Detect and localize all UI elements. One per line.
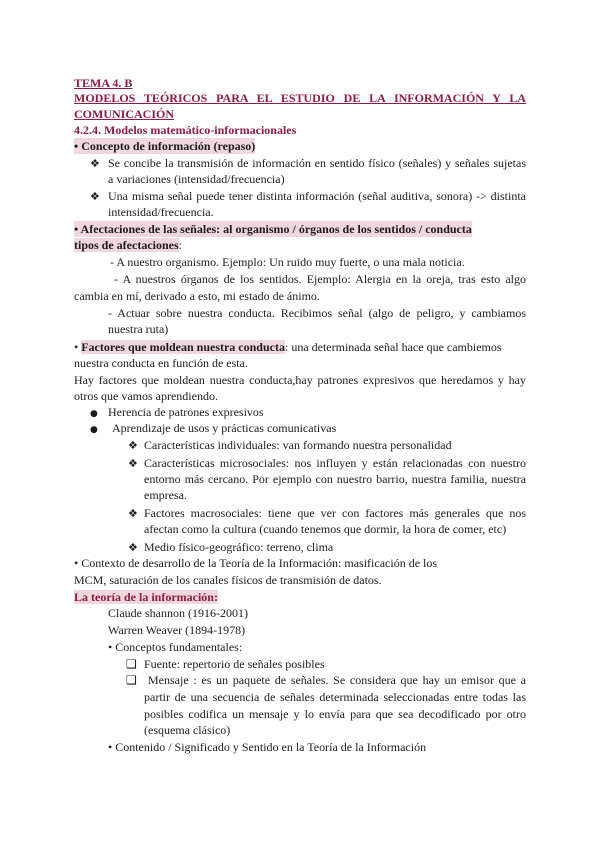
contenido-significado: • Contenido / Significado y Sentido en la Teoría de la Información xyxy=(108,740,427,754)
contexto-line-2: MCM, saturación de los canales físicos de transmisión de datos. xyxy=(74,573,382,587)
diamond-bullet-icon: ❖ xyxy=(128,507,138,520)
conceptos-fundamentales: • Conceptos fundamentales: xyxy=(108,640,243,654)
factores-sub-item-2-line-3: empresa. xyxy=(144,488,187,502)
concepto-fuente: Fuente: repertorio de señales posibles xyxy=(144,657,325,671)
dot-bullet-icon: ● xyxy=(90,409,98,419)
factores-paragraph-line-1: Hay factores que moldean nuestra conducta,hay patrones expresivos que heredamos y hay xyxy=(74,373,526,387)
factores-sub-item-1: Características individuales: van formando nuestra personalidad xyxy=(144,438,452,452)
factores-sub-item-2-line-2: entorno más cercano. Por ejemplo con nuestro barrio, nuestra familia, nuestra xyxy=(144,472,526,486)
afectacion-item-3-line-2: nuestra ruta) xyxy=(108,322,169,336)
factores-heading: • Factores que moldean nuestra conducta: una determinada señal hace que cambiemos xyxy=(74,340,502,354)
contexto-line-1: • Contexto de desarrollo de la Teoría de la Información: masificación de los xyxy=(74,556,438,570)
author-weaver: Warren Weaver (1894-1978) xyxy=(108,623,246,637)
diamond-bullet-icon: ❖ xyxy=(128,541,138,554)
section-heading: 4.2.4. Modelos matemático-informacionales xyxy=(74,123,297,137)
tema-label: TEMA 4. B xyxy=(74,76,133,90)
concepto-mensaje-line-3: posibles codifica un mensaje y lo envía para que sea decodificado por otro xyxy=(144,707,526,721)
concepto-mensaje-line-1: Mensaje : es un paquete de señales. Se considera que hay un emisor que a xyxy=(148,673,526,687)
page-title-line-1: MODELOS TEÓRICOS PARA EL ESTUDIO DE LA INFORMACIÓN Y LA xyxy=(74,91,526,105)
afectaciones-heading: • Afectaciones de las señales: al organismo / órganos de los sentidos / conducta xyxy=(74,222,472,236)
factores-sub-item-3-line-2: afectan como la cultura (cuando tenemos que dormir, la hora de comer, etc) xyxy=(144,522,507,536)
concepto-bullet-1-line-1: Se concibe la transmisión de información en sentido físico (señales) y señales sujetas xyxy=(108,156,526,170)
afectaciones-subheading: tipos de afectaciones: xyxy=(74,238,182,252)
diamond-bullet-icon: ❖ xyxy=(128,439,138,452)
afectacion-item-2-line-1: - A nuestros órganos de los sentidos. Ejemplo: Alergia en la oreja, tras esto algo xyxy=(114,272,526,286)
afectacion-item-3-line-1: - Actuar sobre nuestra conducta. Recibimos señal (algo de peligro, y cambiamos xyxy=(108,306,526,320)
checkbox-bullet-icon: ❏ xyxy=(126,657,137,671)
checkbox-bullet-icon: ❏ xyxy=(126,673,137,687)
factores-sub-item-3-line-1: Factores macrosociales: tiene que ver con factores más generales que nos xyxy=(144,506,526,520)
teoria-heading: La teoría de la información: xyxy=(74,590,218,604)
diamond-bullet-icon: ❖ xyxy=(90,190,100,203)
factores-sub-item-4: Medio físico-geográfico: terreno, clima xyxy=(144,540,334,554)
concepto-mensaje-line-4: (esquema clásico) xyxy=(144,723,231,737)
factores-paragraph-line-2: otros que vamos aprendiendo. xyxy=(74,389,218,403)
factores-dot-item-1: Herencia de patrones expresivos xyxy=(108,405,264,419)
afectacion-item-2-line-2: cambia en mí, derivado a esto, mi estado de ánimo. xyxy=(74,289,320,303)
diamond-bullet-icon: ❖ xyxy=(90,157,100,170)
concepto-bullet-1-line-2: a variaciones (intensidad/frecuencia) xyxy=(108,172,285,186)
author-shannon: Claude shannon (1916-2001) xyxy=(108,606,248,620)
diamond-bullet-icon: ❖ xyxy=(128,457,138,470)
concepto-bullet-2-line-2: intensidad/frecuencia. xyxy=(108,205,214,219)
concepto-mensaje-line-2: partir de una secuencia de señales determinada seleccionadas entre todas las xyxy=(144,690,526,704)
factores-sub-item-2-line-1: Características microsociales: nos influyen y están relacionadas con nuestro xyxy=(144,456,526,470)
factores-dot-item-2: Aprendizaje de usos y prácticas comunicativas xyxy=(112,421,337,435)
afectacion-item-1: - A nuestro organismo. Ejemplo: Un ruido muy fuerte, o una mala noticia. xyxy=(110,255,465,269)
page-title-line-2: COMUNICACIÓN xyxy=(74,107,174,121)
concepto-heading: • Concepto de información (repaso) xyxy=(74,139,256,153)
concepto-bullet-2-line-1: Una misma señal puede tener distinta información (señal auditiva, sonora) -> distinta xyxy=(108,189,526,203)
factores-line-2: nuestra conducta en función de esta. xyxy=(74,356,248,370)
dot-bullet-icon: ● xyxy=(90,425,98,435)
